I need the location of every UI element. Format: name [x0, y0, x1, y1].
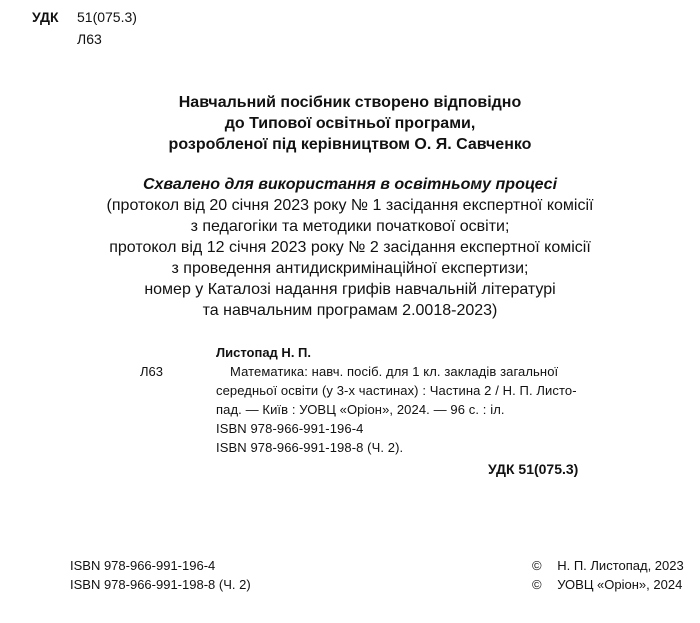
- copyright-line: [532, 556, 684, 575]
- description-line: середньої освіти (у 3-х частинах) : Частина 2 / Н. П. Листо-: [216, 383, 577, 398]
- approval-line: з проведення антидискримінаційної експертизи;: [171, 260, 529, 277]
- footer-isbn-line: ISBN 978-966-991-198-8 (Ч. 2): [70, 577, 251, 592]
- heading-line: до Типової освітньої програми,: [224, 115, 476, 132]
- author-mark: Л63: [77, 31, 102, 47]
- catalog-isbn-line: ISBN 978-966-991-198-8 (Ч. 2).: [216, 440, 404, 455]
- approval-line: та навчальним програмам 2.0018-2023): [202, 302, 498, 319]
- approval-line: (протокол від 20 січня 2023 року № 1 засідання експертної комісії: [106, 197, 594, 214]
- catalog-mark: Л63: [140, 364, 163, 379]
- footer-copyright-block: [532, 556, 684, 594]
- approval-line: номер у Каталозі надання грифів навчальній літературі: [144, 281, 556, 298]
- copyright-icon: ©: [532, 577, 542, 592]
- approval-line: протокол від 12 січня 2023 року № 2 засідання експертної комісії: [109, 239, 591, 256]
- udk-value: 51(075.3): [77, 9, 137, 25]
- approval-block: [0, 174, 700, 321]
- heading-line: Навчальний посібник створено відповідно: [178, 94, 522, 111]
- approval-title: Схвалено для використання в освітньому процесі: [142, 176, 558, 193]
- copyright-line: [532, 575, 684, 594]
- heading-line: розробленої під керівництвом О. Я. Савченко: [168, 136, 532, 153]
- copyright-text: УОВЦ «Оріон», 2024: [557, 577, 683, 592]
- footer-isbn-line: ISBN 978-966-991-196-4: [70, 558, 216, 573]
- description-line: пад. — Київ : УОВЦ «Оріон», 2024. — 96 с. : іл.: [216, 402, 505, 417]
- catalog-description: [216, 362, 636, 419]
- copyright-text: Н. П. Листопад, 2023: [557, 558, 684, 573]
- udk-label: УДК: [32, 9, 59, 25]
- catalog-author: Листопад Н. П.: [216, 345, 311, 360]
- footer-isbn-block: [70, 556, 251, 594]
- catalog-udk: УДК 51(075.3): [488, 461, 579, 477]
- catalog-isbn-block: [216, 419, 403, 457]
- catalog-isbn-line: ISBN 978-966-991-196-4: [216, 421, 364, 436]
- approval-line: з педагогіки та методики початкової освіти;: [190, 218, 510, 235]
- description-line: Математика: навч. посіб. для 1 кл. закладів загальної: [230, 364, 559, 379]
- copyright-icon: ©: [532, 558, 542, 573]
- heading-block: [0, 92, 700, 155]
